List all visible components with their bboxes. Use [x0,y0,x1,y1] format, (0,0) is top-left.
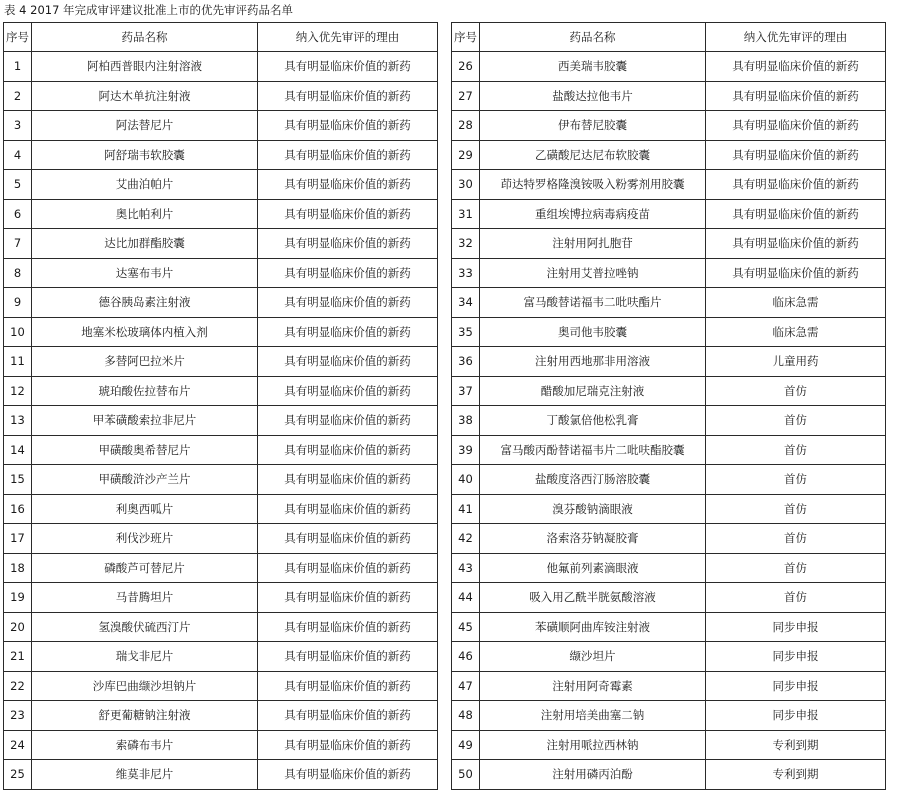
drug-name: 甲磺酸浒沙产兰片 [32,465,258,495]
table-row [452,494,886,524]
row-number: 21 [4,642,32,672]
row-number: 39 [452,435,480,465]
table-row [4,81,438,111]
row-number: 23 [4,701,32,731]
row-number: 15 [4,465,32,495]
priority-reason: 具有明显临床价值的新药 [258,317,438,347]
priority-reason: 具有明显临床价值的新药 [258,524,438,554]
table-row [452,140,886,170]
table-row [4,406,438,436]
priority-reason: 临床急需 [706,288,886,318]
table-row [452,111,886,141]
priority-reason: 具有明显临床价值的新药 [258,612,438,642]
drug-name: 盐酸达拉他韦片 [480,81,706,111]
drug-name: 注射用西地那非用溶液 [480,347,706,377]
priority-reason: 具有明显临床价值的新药 [258,288,438,318]
drug-name: 注射用哌拉西林钠 [480,730,706,760]
priority-reason: 具有明显临床价值的新药 [258,701,438,731]
table-row [4,288,438,318]
row-number: 10 [4,317,32,347]
drug-name: 重组埃博拉病毒病疫苗 [480,199,706,229]
table-row [452,642,886,672]
table-row [4,52,438,82]
priority-reason: 同步申报 [706,701,886,731]
drug-name: 利奥西呱片 [32,494,258,524]
drug-name: 苯磺顺阿曲库铵注射液 [480,612,706,642]
table-row [452,524,886,554]
row-number: 50 [452,760,480,790]
row-number: 19 [4,583,32,613]
priority-reason: 具有明显临床价值的新药 [258,435,438,465]
drug-name: 奥比帕利片 [32,199,258,229]
priority-reason: 具有明显临床价值的新药 [258,406,438,436]
priority-reason: 首仿 [706,376,886,406]
priority-reason: 具有明显临床价值的新药 [258,642,438,672]
drug-name: 多替阿巴拉米片 [32,347,258,377]
table-row [4,376,438,406]
drug-name: 阿舒瑞韦软胶囊 [32,140,258,170]
row-number: 16 [4,494,32,524]
table-header-row [4,23,438,52]
row-number: 11 [4,347,32,377]
drug-name: 吸入用乙酰半胱氨酸溶液 [480,583,706,613]
drug-name: 洛索洛芬钠凝胶膏 [480,524,706,554]
table-row [452,583,886,613]
header-drug-name: 药品名称 [480,23,706,52]
drug-name: 磷酸芦可替尼片 [32,553,258,583]
drug-name: 丁酸氯倍他松乳膏 [480,406,706,436]
drug-name: 盐酸度洛西汀肠溶胶囊 [480,465,706,495]
row-number: 18 [4,553,32,583]
table-row [4,140,438,170]
drug-name: 琥珀酸佐拉替布片 [32,376,258,406]
priority-reason: 具有明显临床价值的新药 [258,81,438,111]
priority-reason: 具有明显临床价值的新药 [706,199,886,229]
priority-reason: 首仿 [706,583,886,613]
table-row [452,376,886,406]
priority-reason: 具有明显临床价值的新药 [258,111,438,141]
header-reason: 纳入优先审评的理由 [258,23,438,52]
table-row [4,730,438,760]
priority-reason: 具有明显临床价值的新药 [258,140,438,170]
header-drug-name: 药品名称 [32,23,258,52]
table-row [4,494,438,524]
table-row [4,553,438,583]
table-row [452,347,886,377]
table-row [452,229,886,259]
table-row [4,465,438,495]
priority-reason: 具有明显临床价值的新药 [706,81,886,111]
table-header-row [452,23,886,52]
row-number: 5 [4,170,32,200]
row-number: 4 [4,140,32,170]
row-number: 46 [452,642,480,672]
priority-reason: 具有明显临床价值的新药 [706,111,886,141]
drug-name: 富马酸替诺福韦二吡呋酯片 [480,288,706,318]
priority-reason: 具有明显临床价值的新药 [258,347,438,377]
priority-reason: 具有明显临床价值的新药 [258,583,438,613]
row-number: 41 [452,494,480,524]
priority-reason: 首仿 [706,553,886,583]
priority-reason: 具有明显临床价值的新药 [258,760,438,790]
drug-name: 乙磺酸尼达尼布软胶囊 [480,140,706,170]
drug-name: 马昔腾坦片 [32,583,258,613]
drug-name: 维莫非尼片 [32,760,258,790]
table-row [452,760,886,790]
drug-name: 德谷胰岛素注射液 [32,288,258,318]
table-row [4,435,438,465]
row-number: 29 [452,140,480,170]
table-row [452,465,886,495]
row-number: 43 [452,553,480,583]
priority-reason: 具有明显临床价值的新药 [258,52,438,82]
table-row [452,612,886,642]
row-number: 20 [4,612,32,642]
table-caption: 表 4 2017 年完成审评建议批准上市的优先审评药品名单 [4,3,294,17]
table-row [452,671,886,701]
table-row [452,553,886,583]
priority-reason: 专利到期 [706,730,886,760]
drug-name: 注射用培美曲塞二钠 [480,701,706,731]
row-number: 33 [452,258,480,288]
priority-reason: 具有明显临床价值的新药 [258,199,438,229]
drug-name: 达比加群酯胶囊 [32,229,258,259]
priority-reason: 具有明显临床价值的新药 [258,229,438,259]
drug-name: 伊布替尼胶囊 [480,111,706,141]
row-number: 34 [452,288,480,318]
table-row [4,229,438,259]
table-row [4,170,438,200]
header-reason: 纳入优先审评的理由 [706,23,886,52]
row-number: 25 [4,760,32,790]
drug-name: 氢溴酸伏硫西汀片 [32,612,258,642]
row-number: 12 [4,376,32,406]
drug-name: 舒更葡糖钠注射液 [32,701,258,731]
drug-name: 注射用艾普拉唑钠 [480,258,706,288]
priority-reason: 首仿 [706,435,886,465]
row-number: 32 [452,229,480,259]
row-number: 49 [452,730,480,760]
row-number: 44 [452,583,480,613]
drug-name: 艾曲泊帕片 [32,170,258,200]
priority-reason: 具有明显临床价值的新药 [258,494,438,524]
header-number: 序号 [4,23,32,52]
priority-reason: 临床急需 [706,317,886,347]
priority-reason: 具有明显临床价值的新药 [706,258,886,288]
header-number: 序号 [452,23,480,52]
table-row [4,317,438,347]
priority-reason: 首仿 [706,524,886,554]
drug-table-right [451,22,886,790]
row-number: 26 [452,52,480,82]
table-row [4,524,438,554]
table-row [452,258,886,288]
priority-reason: 具有明显临床价值的新药 [706,52,886,82]
row-number: 7 [4,229,32,259]
row-number: 30 [452,170,480,200]
drug-name: 达塞布韦片 [32,258,258,288]
table-row [452,406,886,436]
priority-reason: 同步申报 [706,612,886,642]
drug-name: 甲磺酸奥希替尼片 [32,435,258,465]
drug-name: 奥司他韦胶囊 [480,317,706,347]
drug-name: 索磷布韦片 [32,730,258,760]
row-number: 1 [4,52,32,82]
priority-reason: 首仿 [706,494,886,524]
table-row [4,583,438,613]
priority-reason: 首仿 [706,406,886,436]
table-row [452,52,886,82]
table-row [452,199,886,229]
table-row [452,81,886,111]
drug-name: 瑞戈非尼片 [32,642,258,672]
table-row [4,760,438,790]
row-number: 13 [4,406,32,436]
drug-name: 沙库巴曲缬沙坦钠片 [32,671,258,701]
row-number: 28 [452,111,480,141]
drug-name: 阿达木单抗注射液 [32,81,258,111]
drug-name: 阿柏西普眼内注射溶液 [32,52,258,82]
row-number: 3 [4,111,32,141]
row-number: 42 [452,524,480,554]
row-number: 37 [452,376,480,406]
drug-table-left [3,22,438,790]
row-number: 35 [452,317,480,347]
table-row [4,642,438,672]
priority-reason: 同步申报 [706,642,886,672]
row-number: 45 [452,612,480,642]
table-row [452,435,886,465]
priority-reason: 具有明显临床价值的新药 [258,730,438,760]
drug-name: 他氟前列素滴眼液 [480,553,706,583]
table-row [452,701,886,731]
drug-name: 缬沙坦片 [480,642,706,672]
drug-name: 富马酸丙酚替诺福韦片二吡呋酯胶囊 [480,435,706,465]
row-number: 14 [4,435,32,465]
priority-reason: 具有明显临床价值的新药 [258,553,438,583]
drug-name: 利伐沙班片 [32,524,258,554]
row-number: 2 [4,81,32,111]
row-number: 38 [452,406,480,436]
priority-reason: 具有明显临床价值的新药 [706,140,886,170]
drug-name: 溴芬酸钠滴眼液 [480,494,706,524]
priority-reason: 儿童用药 [706,347,886,377]
priority-reason: 同步申报 [706,671,886,701]
row-number: 47 [452,671,480,701]
drug-name: 地塞米松玻璃体内植入剂 [32,317,258,347]
priority-reason: 具有明显临床价值的新药 [258,671,438,701]
drug-name: 注射用阿奇霉素 [480,671,706,701]
priority-reason: 具有明显临床价值的新药 [706,170,886,200]
table-row [4,199,438,229]
table-row [4,258,438,288]
row-number: 8 [4,258,32,288]
table-row [4,671,438,701]
row-number: 40 [452,465,480,495]
row-number: 17 [4,524,32,554]
priority-reason: 具有明显临床价值的新药 [258,170,438,200]
priority-reason: 具有明显临床价值的新药 [258,465,438,495]
table-row [4,701,438,731]
row-number: 27 [452,81,480,111]
priority-reason: 具有明显临床价值的新药 [258,258,438,288]
drug-name: 注射用磷丙泊酚 [480,760,706,790]
row-number: 9 [4,288,32,318]
priority-reason: 首仿 [706,465,886,495]
row-number: 22 [4,671,32,701]
table-row [452,730,886,760]
row-number: 24 [4,730,32,760]
drug-name: 甲苯磺酸索拉非尼片 [32,406,258,436]
table-row [4,111,438,141]
table-row [452,170,886,200]
drug-name: 西美瑞韦胶囊 [480,52,706,82]
drug-name: 醋酸加尼瑞克注射液 [480,376,706,406]
row-number: 31 [452,199,480,229]
drug-name: 注射用阿扎胞苷 [480,229,706,259]
table-row [4,347,438,377]
row-number: 48 [452,701,480,731]
priority-reason: 具有明显临床价值的新药 [706,229,886,259]
drug-name: 阿法替尼片 [32,111,258,141]
table-row [452,288,886,318]
drug-name: 茚达特罗格隆溴铵吸入粉雾剂用胶囊 [480,170,706,200]
row-number: 6 [4,199,32,229]
table-row [452,317,886,347]
priority-reason: 具有明显临床价值的新药 [258,376,438,406]
priority-reason: 专利到期 [706,760,886,790]
table-row [4,612,438,642]
row-number: 36 [452,347,480,377]
